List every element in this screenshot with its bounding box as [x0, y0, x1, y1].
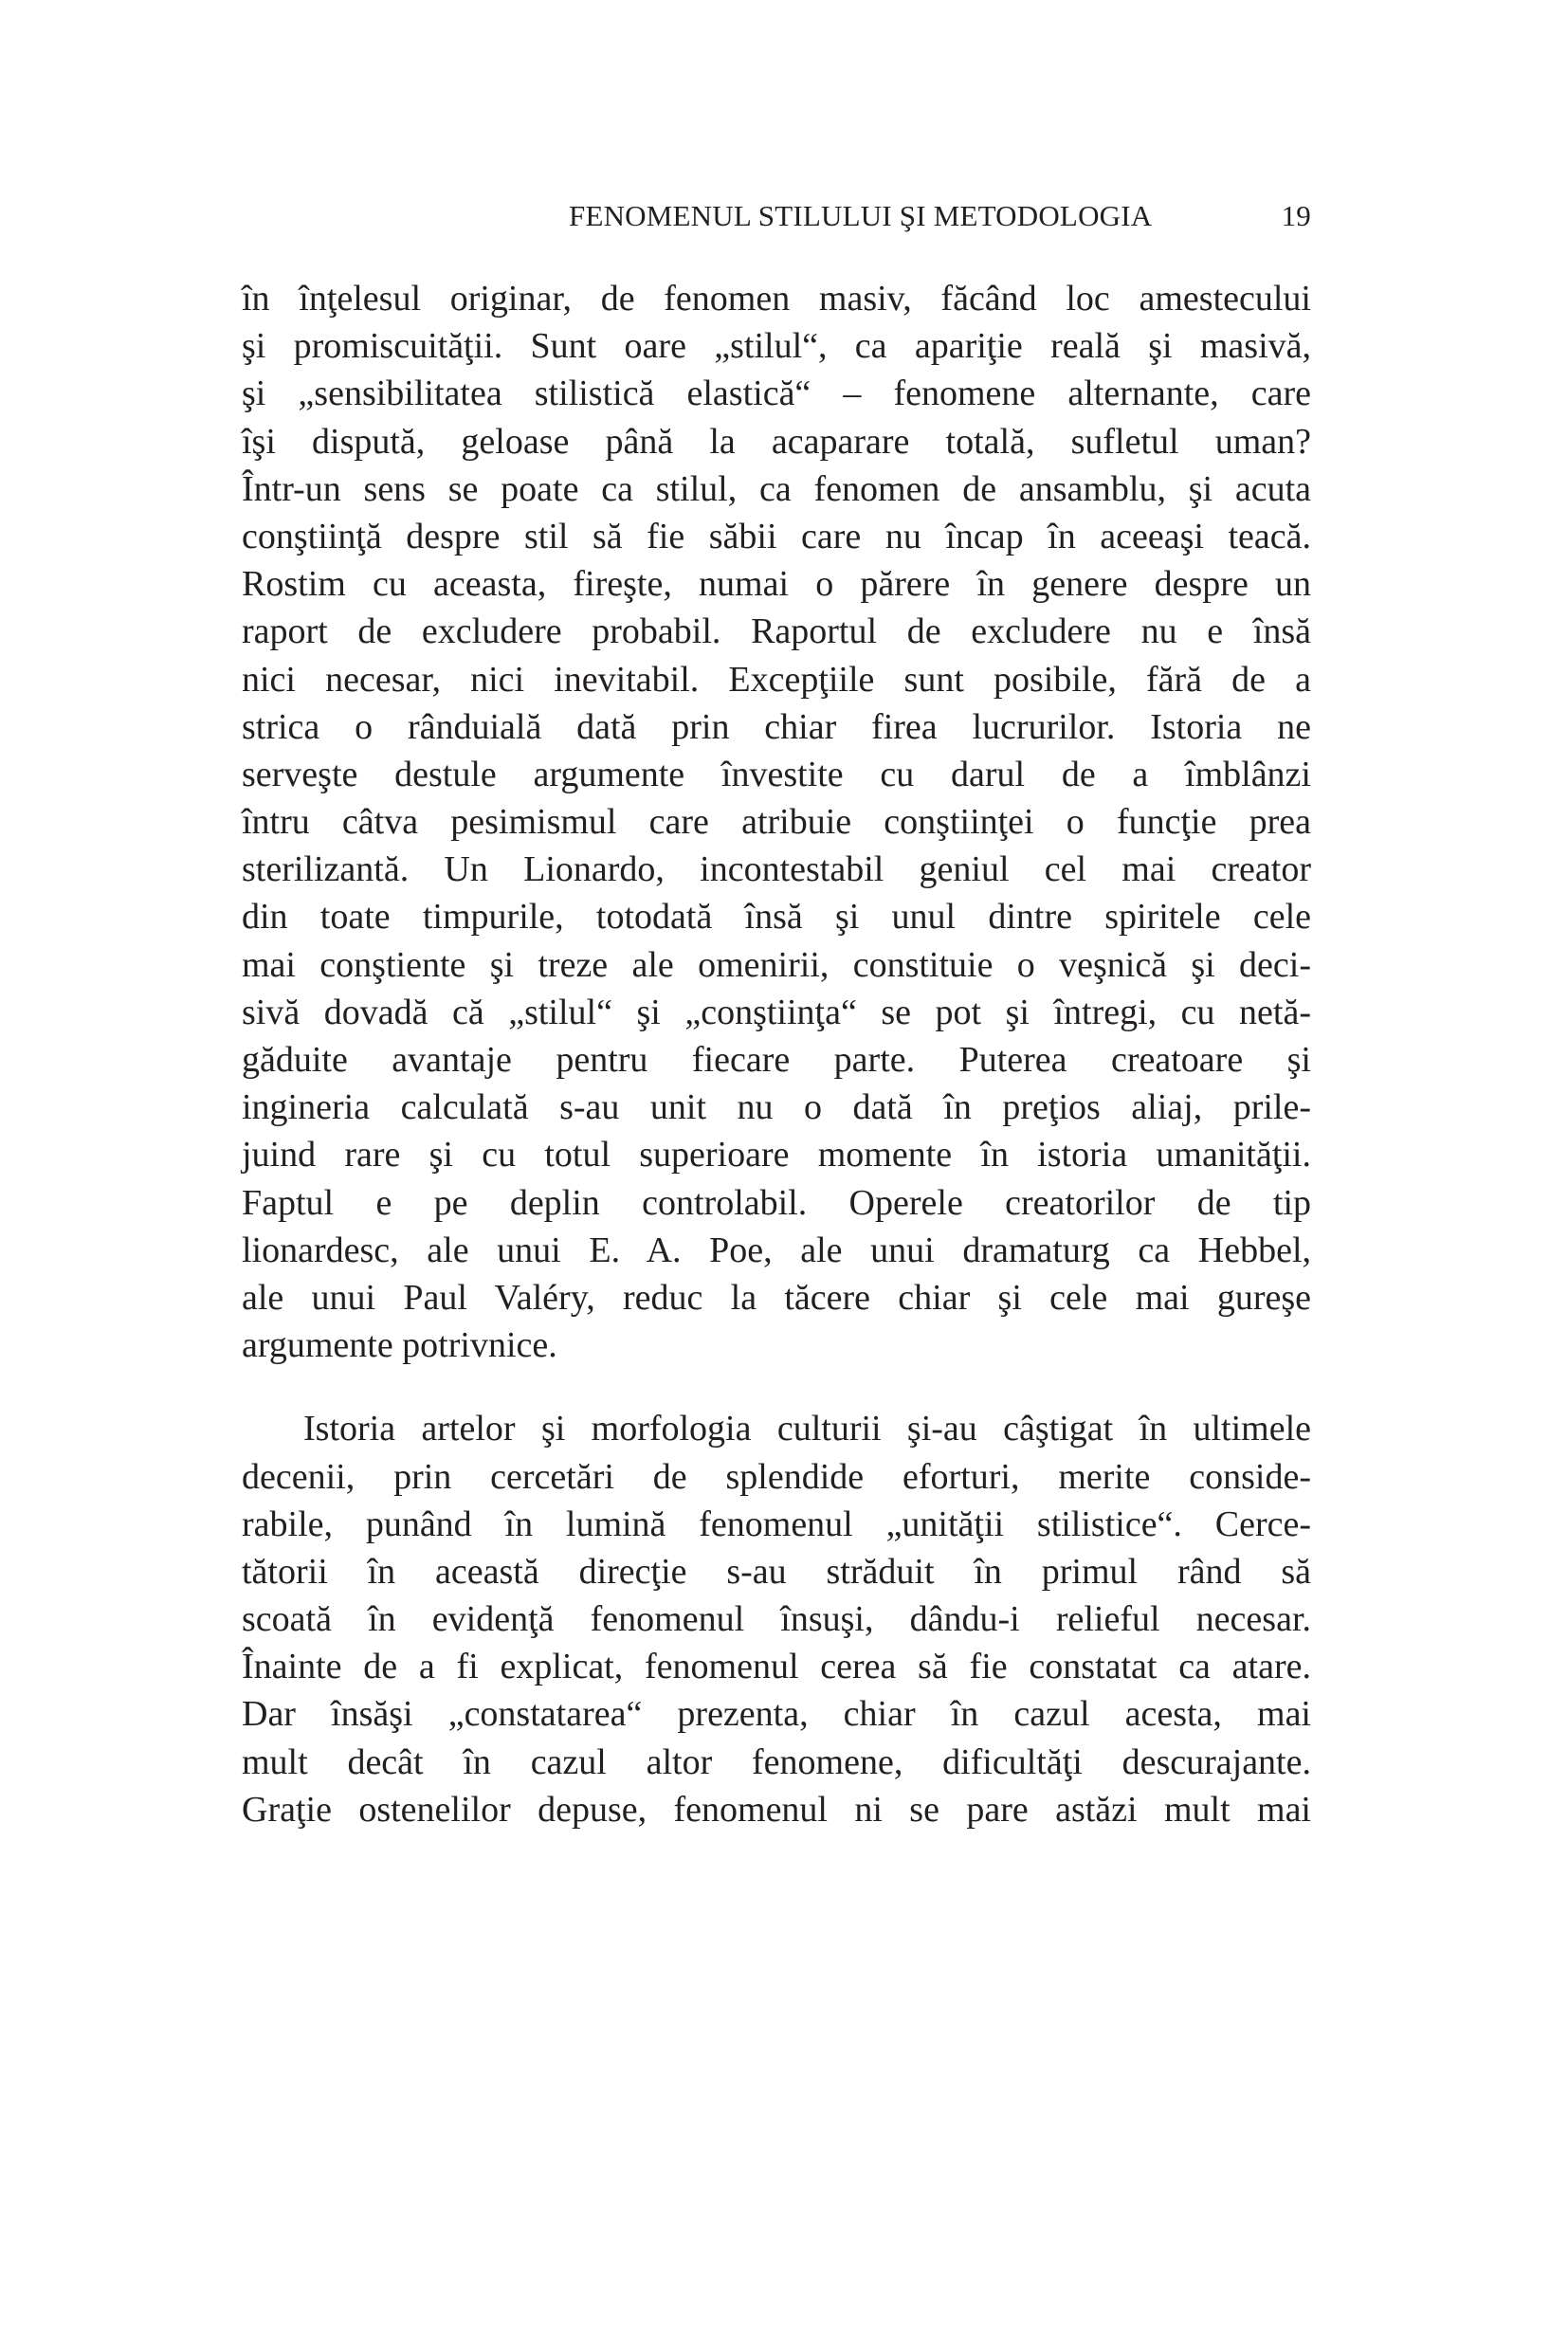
text-line: Faptul e pe deplin controlabil. Operele creatorilor de tip [242, 1182, 1311, 1223]
paragraph-spacer [242, 1369, 1311, 1405]
text-line: întru câtva pesimismul care atribuie conştiinţei o funcţie prea [242, 802, 1311, 843]
paragraph-1 [242, 275, 1311, 1369]
text-line: găduite avantaje pentru fiecare parte. Puterea creatoare şi [242, 1040, 1311, 1080]
text-line: mult decât în cazul altor fenomene, dificultăţi descurajante. [242, 1741, 1311, 1782]
text-line: argumente potrivnice. [242, 1325, 557, 1366]
page-number: 19 [1281, 199, 1311, 232]
text-line: rabile, punând în lumină fenomenul „unităţii stilistice“. Cerce- [242, 1504, 1311, 1544]
text-line: în înţelesul originar, de fenomen masiv, făcând loc amestecului [242, 279, 1311, 319]
text-line: şi „sensibilitatea stilistică elastică“ – fenomene alternante, care [242, 374, 1311, 414]
text-line: Înainte de a fi explicat, fenomenul cerea să fie constatat ca atare. [242, 1647, 1311, 1687]
text-line: strica o rânduială dată prin chiar firea lucrurilor. Istoria ne [242, 706, 1311, 747]
text-line: Rostim cu aceasta, fireşte, numai o părere în genere despre un [242, 564, 1311, 605]
text-line: mai conştiente şi treze ale omenirii, constituie o veşnică şi deci- [242, 944, 1311, 985]
text-line: şi promiscuităţii. Sunt oare „stilul“, ca apariţie reală şi masivă, [242, 326, 1311, 367]
text-line: nici necesar, nici inevitabil. Excepţiile sunt posibile, fără de a [242, 659, 1311, 700]
running-head [569, 193, 1311, 239]
text-line: juind rare şi cu totul superioare momente în istoria umanităţii. [242, 1135, 1311, 1176]
text-line: serveşte destule argumente învestite cu darul de a îmblânzi [242, 754, 1311, 794]
text-line: din toate timpurile, totodată însă şi unul dintre spiritele cele [242, 897, 1311, 938]
body-text [242, 275, 1311, 1833]
paragraph-2 [242, 1405, 1311, 1833]
text-line: Dar însăşi „constatarea“ prezenta, chiar în cazul acesta, mai [242, 1694, 1311, 1735]
text-line: Într-un sens se poate ca stilul, ca fenomen de ansamblu, şi acuta [242, 468, 1311, 509]
text-line: Istoria artelor şi morfologia culturii şi-au câştigat în ultimele [303, 1409, 1311, 1449]
text-line: Graţie ostenelilor depuse, fenomenul ni se pare astăzi mult mai [242, 1789, 1311, 1830]
running-head-title: FENOMENUL STILULUI ŞI METODOLOGIA [569, 199, 1153, 232]
text-line: sterilizantă. Un Lionardo, incontestabil geniul cel mai creator [242, 849, 1311, 890]
text-line: sivă dovadă că „stilul“ şi „conştiinţa“ se pot şi întregi, cu netă- [242, 992, 1311, 1032]
text-line: îşi dispută, geloase până la acaparare totală, sufletul uman? [242, 421, 1311, 462]
text-line: raport de excludere probabil. Raportul de excludere nu e însă [242, 611, 1311, 652]
text-line: lionardesc, ale unui E. A. Poe, ale unui dramaturg ca Hebbel, [242, 1230, 1311, 1270]
text-line: ale unui Paul Valéry, reduc la tăcere chiar şi cele mai gureşe [242, 1277, 1311, 1318]
text-line: decenii, prin cercetări de splendide eforturi, merite conside- [242, 1456, 1311, 1497]
text-line: tătorii în această direcţie s-au străduit în primul rând să [242, 1551, 1311, 1592]
text-line: ingineria calculată s-au unit nu o dată în preţios aliaj, prile- [242, 1087, 1311, 1128]
text-line: conştiinţă despre stil să fie săbii care nu încap în aceeaşi teacă. [242, 516, 1311, 556]
text-line: scoată în evidenţă fenomenul însuşi, dându-i relieful necesar. [242, 1599, 1311, 1640]
